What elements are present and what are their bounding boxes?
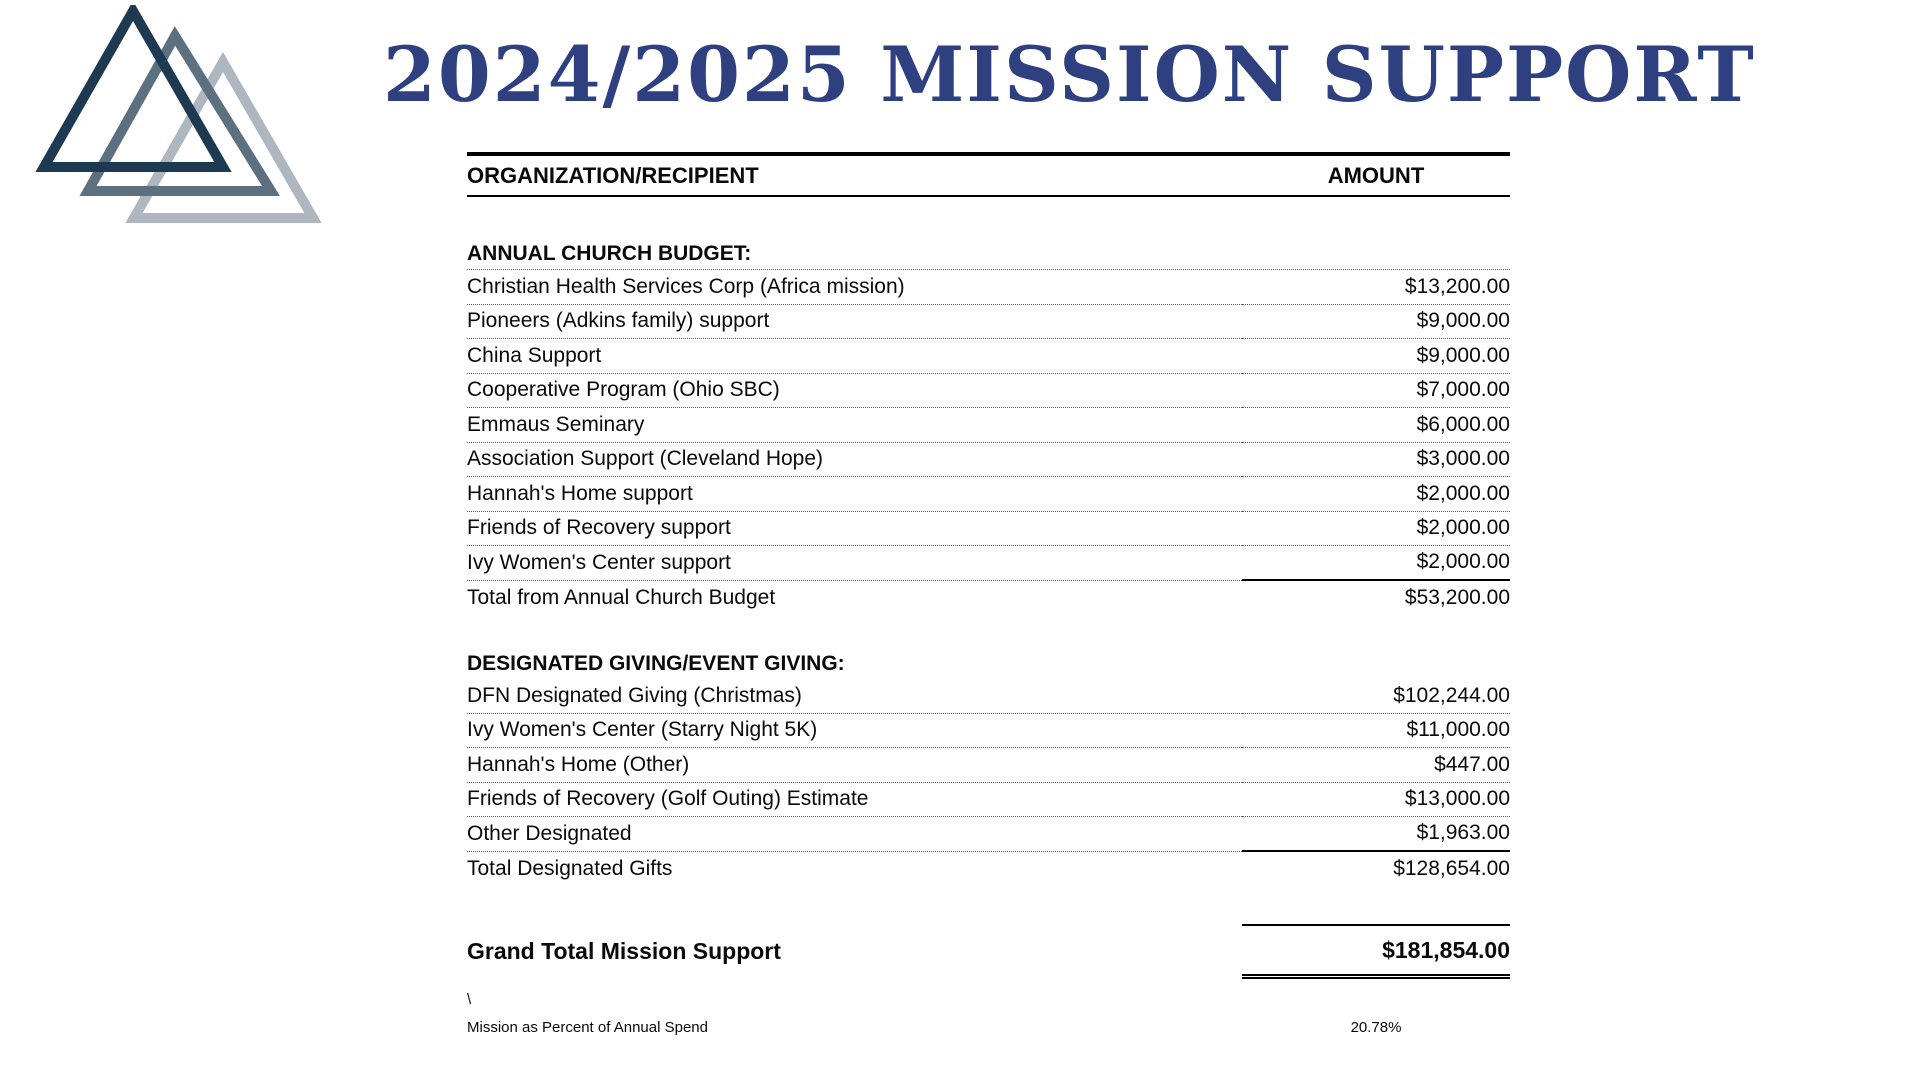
row-amount: $53,200.00	[1404, 585, 1510, 609]
row-amount: $13,200.00	[1242, 270, 1510, 305]
triple-triangle-logo-icon	[30, 5, 340, 237]
row-label: Friends of Recovery support	[467, 512, 1242, 547]
row-label: Ivy Women's Center (Starry Night 5K)	[467, 714, 1242, 749]
table-row	[467, 270, 1510, 305]
table-row	[467, 339, 1510, 374]
row-amount: $9,000.00	[1242, 305, 1510, 340]
row-amount: $102,244.00	[1242, 679, 1510, 714]
row-amount: $3,000.00	[1242, 443, 1510, 478]
table-row	[467, 714, 1510, 749]
table-section	[467, 241, 1510, 615]
table-row	[467, 783, 1510, 818]
grand-total-amount: $181,854.00	[1242, 924, 1510, 979]
table-row	[467, 512, 1510, 547]
row-amount: $447.00	[1242, 748, 1510, 783]
table-row	[467, 817, 1510, 852]
row-label: Total Designated Gifts	[467, 856, 673, 880]
table-sections	[467, 241, 1510, 886]
row-amount: $2,000.00	[1242, 546, 1510, 581]
table-row	[467, 408, 1510, 443]
section-heading: ANNUAL CHURCH BUDGET:	[467, 241, 1510, 270]
row-amount: $2,000.00	[1242, 512, 1510, 547]
table-row	[467, 443, 1510, 478]
percent-row	[467, 1019, 1510, 1036]
row-amount: $2,000.00	[1242, 477, 1510, 512]
row-label: Pioneers (Adkins family) support	[467, 305, 1242, 340]
row-label: Ivy Women's Center support	[467, 546, 1242, 581]
row-label: Cooperative Program (Ohio SBC)	[467, 374, 1242, 409]
table-section	[467, 651, 1510, 886]
footnote-backslash: \	[467, 991, 472, 1008]
row-label: China Support	[467, 339, 1242, 374]
table-row	[467, 546, 1510, 581]
table-row	[467, 374, 1510, 409]
section-rows	[467, 270, 1510, 581]
row-label: Christian Health Services Corp (Africa mission)	[467, 270, 1242, 305]
row-amount: $7,000.00	[1242, 374, 1510, 409]
row-label: Hannah's Home (Other)	[467, 748, 1242, 783]
column-header-organization: ORGANIZATION/RECIPIENT	[467, 162, 759, 188]
column-header-amount: AMOUNT	[1327, 162, 1425, 188]
row-label: Friends of Recovery (Golf Outing) Estimate	[467, 783, 1242, 818]
row-label: Other Designated	[467, 817, 1242, 852]
page-title: 2024/2025 MISSION SUPPORT	[383, 30, 1756, 119]
row-label: DFN Designated Giving (Christmas)	[467, 679, 1242, 714]
row-label: Hannah's Home support	[467, 477, 1242, 512]
row-amount: $1,963.00	[1242, 817, 1510, 852]
table-header-row	[467, 152, 1510, 197]
section-heading: DESIGNATED GIVING/EVENT GIVING:	[467, 652, 845, 675]
row-label: Association Support (Cleveland Hope)	[467, 443, 1242, 478]
grand-total-label: Grand Total Mission Support	[467, 938, 781, 964]
grand-total-row	[467, 924, 1510, 979]
percent-label: Mission as Percent of Annual Spend	[467, 1019, 708, 1036]
percent-value: 20.78%	[1350, 1019, 1402, 1036]
row-label: Total from Annual Church Budget	[467, 585, 776, 609]
section-total-row	[467, 852, 1510, 887]
row-amount: $11,000.00	[1242, 714, 1510, 749]
table-row	[467, 679, 1510, 714]
row-amount: $9,000.00	[1242, 339, 1510, 374]
row-amount: $6,000.00	[1242, 408, 1510, 443]
table-row	[467, 477, 1510, 512]
mission-support-table	[467, 152, 1510, 1036]
section-rows	[467, 679, 1510, 852]
table-row	[467, 748, 1510, 783]
table-row	[467, 305, 1510, 340]
section-total-row	[467, 581, 1510, 616]
row-amount: $128,654.00	[1393, 856, 1510, 880]
row-amount: $13,000.00	[1242, 783, 1510, 818]
row-label: Emmaus Seminary	[467, 408, 1242, 443]
